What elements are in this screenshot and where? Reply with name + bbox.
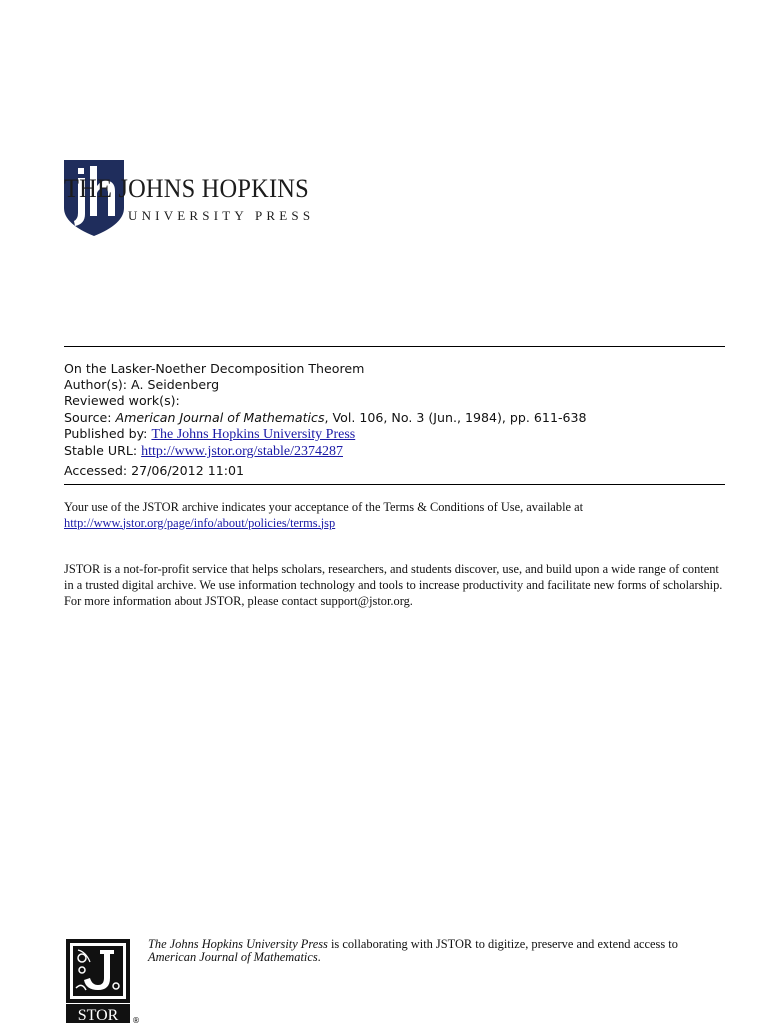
jstor-about-text: JSTOR is a not-for-profit service that helps scholars, researchers, and students discover, use, and build upon a wide range of content in a trusted digital archive. We use information technology and tools to increase productivity and facilitate new forms of scholarship. For more information about JSTOR, please contact support@jstor.org. [64, 562, 723, 608]
source-journal: American Journal of Mathematics [115, 409, 325, 425]
accessed-line [64, 463, 587, 479]
collab-end: . [317, 949, 321, 964]
stable-url-label: Stable URL: [64, 443, 138, 459]
collab-publisher: The Johns Hopkins University Press [148, 937, 328, 951]
accessed-label: Accessed: [64, 463, 128, 479]
terms-link[interactable]: http://www.jstor.org/page/info/about/policies/terms.jsp [64, 515, 336, 530]
collab-journal: American Journal of Mathematics [148, 949, 318, 964]
publisher-name: THE JOHNS HOPKINS [64, 174, 309, 203]
terms-text: Your use of the JSTOR archive indicates your acceptance of the Terms & Conditions of Use, available at [64, 500, 584, 514]
stable-url-line [64, 443, 587, 460]
terms-notice [64, 500, 724, 531]
article-metadata [64, 361, 587, 479]
collaboration-notice [148, 938, 728, 963]
source-label: Source: [64, 409, 112, 425]
accessed-value: 27/06/2012 11:01 [131, 463, 245, 479]
source-details: , Vol. 106, No. 3 (Jun., 1984), pp. 611-638 [324, 409, 587, 425]
authors-label: Author(s): [64, 377, 128, 393]
collab-middle: is collaborating with JSTOR to digitize, preserve and extend access to [327, 937, 678, 951]
bottom-divider [64, 484, 725, 485]
reviewed-works-label: Reviewed work(s): [64, 393, 180, 409]
registered-mark: ® [132, 1016, 140, 1024]
published-by-label: Published by: [64, 425, 148, 441]
published-by-line [64, 426, 587, 443]
jstor-wordmark: STOR [77, 1007, 119, 1024]
source-line [64, 410, 587, 426]
publisher-subname: UNIVERSITY PRESS [128, 208, 315, 223]
top-divider [64, 346, 725, 347]
jstor-logo [64, 938, 142, 1024]
authors-line [64, 377, 587, 393]
article-title: On the Lasker-Noether Decomposition Theorem [64, 361, 365, 376]
authors-value: A. Seidenberg [131, 377, 220, 393]
publisher-link[interactable]: The Johns Hopkins University Press [151, 426, 356, 442]
stable-url-link[interactable]: http://www.jstor.org/stable/2374287 [141, 444, 343, 460]
